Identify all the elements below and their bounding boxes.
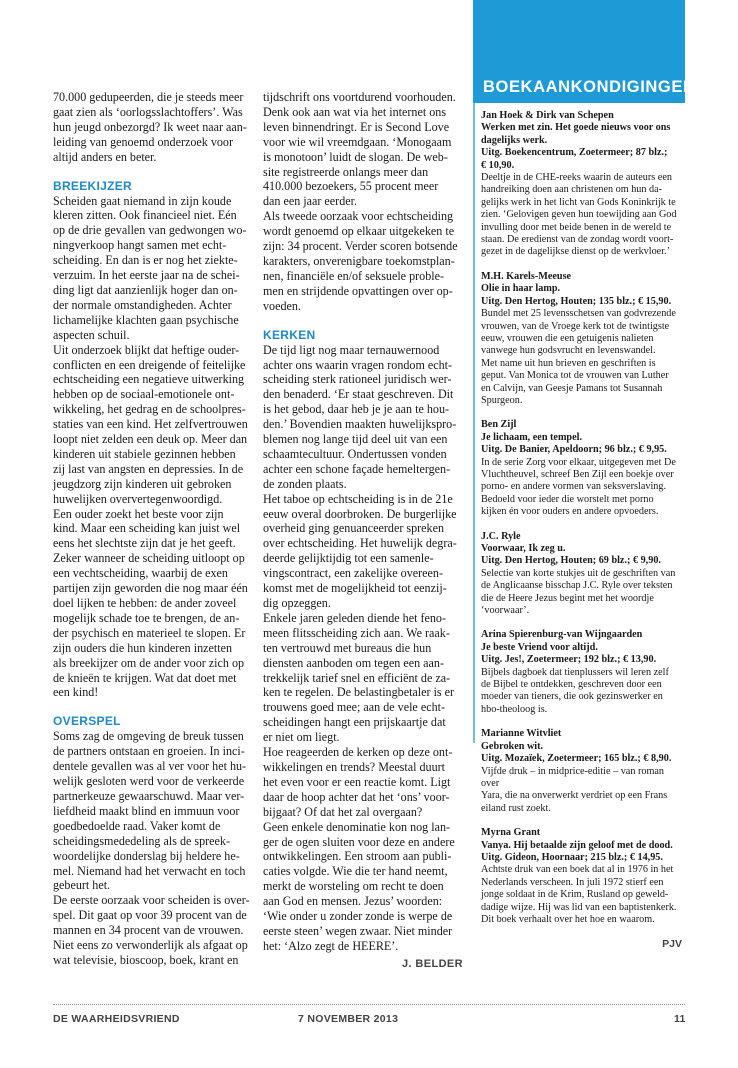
book-author: Arina Spierenburg-van Wijngaarden — [481, 629, 643, 641]
book-publisher: Uitg. Den Hertog, Houten; 135 blz.; € 15,90. — [481, 295, 672, 307]
section-heading-kerken: KERKEN — [263, 327, 316, 342]
page-number: 11 — [674, 1013, 686, 1025]
book-description: Bundel met 25 levensschetsen van godvrezende vrouwen, van de Vroege kerk tot de twintigste eeuw, vrouwen die een getuigenis nalieten vanwege hun godsvrucht en levenswandel. Met name uit hun brieven en geschriften is geput. Van Monica tot de vrouwen van Luther en Calvijn, van Geesje Pamans tot Susannah Spurgeon. — [481, 308, 676, 406]
book-entry — [481, 271, 682, 407]
breekijzer-text: Scheiden gaat niemand in zijn koude kleren zitten. Ook financieel niet. Eén op de drie gevallen van gedwongen wo- ningverkoop hangt samen met echt- scheiding. En dan is er nog het ziekte- verzuim. In het eerste jaar na de schei- ding ligt dat aanzienlijk hoger dan on- der normale omstandigheden. Achter lichamelijke klachten gaan psychische aspecten schuil. Uit onderzoek blijkt dat heftige ouder- conflicten en een dreigende of feitelijke echtscheiding een negatieve uitwerking hebben op de sociaal-emotionele ont- wikkeling, het gedrag en de schoolpres- staties van een kind. Het zelfvertrouwen loopt niet zelden een deuk op. Meer dan kinderen uit stabiele gezinnen hebben zij last van angsten en depressies. In de jeugdzorg zijn kinderen uit gebroken huwelijken oververtegenwoordigd. Een ouder zoekt het beste voor zijn kind. Maar een scheiding kan juist wel eens het slechtste zijn dat je het geeft. Zeker wanneer de scheiding uitloopt op een vechtscheiding, waarbij de exen partijen zijn geworden die nog maar één doel lijken te hebben: de ander zoveel mogelijk schade toe te brengen, de an- der psychisch en materieel te slopen. Er zijn ouders die hun kinderen inzetten als breekijzer om de ander voor zich op de knieën te krijgen. Wat dat doet met een kind! — [53, 193, 248, 700]
book-entry — [481, 629, 682, 716]
book-publisher: Uitg. Boekencentrum, Zoetermeer; 87 blz.; € 10,90. — [481, 147, 668, 171]
book-description: Deeltje in de CHE-reeks waarin de auteurs een handreiking doen aan christenen om hun da- gelijks werk in het licht van Gods Koninkrijk te zien. ‘Gelovigen geven hun toewijding aan God invulling door met beide benen in de wereld te staan. De eredienst van de zondag wordt voort- gezet in de dagelijkse dienst op de werkvloer.’ — [481, 172, 677, 258]
book-title: Je beste Vriend voor altijd. — [481, 641, 598, 653]
book-author: Myrna Grant — [481, 827, 541, 839]
overspel-text: Soms zag de omgeving de breuk tussen de partners ontstaan en groeien. In inci- dentele gevallen was al ver voor het hu- welijk gesloten werd voor de verkeerde partnerkeuze gewaarschuwd. Maar ver- liefdheid maakt blind en immuun voor goedbedoelde raad. Vaker komt de scheidingsmededeling als de spreek- woordelijke donderslag bij heldere he- mel. Niemand had het verwacht en toch gebeurt het. De eerste oorzaak voor scheiden is over- spel. Dit gaat op voor 39 procent van de mannen en 34 procent van de vrouwen. Niet eens zo verwonderlijk als afgaat op wat televisie, bioscoop, boek, krant en — [53, 729, 250, 967]
section-heading-breekijzer: BREEKIJZER — [53, 178, 133, 193]
book-publisher: Uitg. Gideon, Hoornaar; 215 blz.; € 14,95. — [481, 851, 663, 863]
footer-magazine-name: DE WAARHEIDSVRIEND — [53, 1013, 180, 1025]
author-signature: J. BELDER — [401, 957, 463, 970]
book-description: Bijbels dagboek dat tienplussers wil leren zelf de Bijbel te ontdekken, geschreven door een moeder van tieners, die ook gezinswerker en hbo-theoloog is. — [481, 666, 669, 715]
column2-paragraph: tijdschrift ons voortdurend voorhouden. Denk ook aan wat via het internet ons leven binnendringt. Er is Second Love voor wie wil vreemdgaan. ‘Monogaam is monotoon’ luidt de slogan. De web- site registreerde onlangs meer dan 410.000 bezoekers, 55 procent meer dan een jaar eerder. Als tweede oorzaak voor echtscheiding wordt genoemd op elkaar uitgekeken te zijn: 34 procent. Verder scoren botsende karakters, onverenigbare toekomstplan- nen, financiële en/of seksuele proble- men en strijdende opvattingen over op- voeden. — [263, 90, 458, 313]
book-title: Gebroken wit. — [481, 740, 544, 752]
book-author: Marianne Witvliet — [481, 728, 562, 740]
book-entry — [481, 419, 682, 518]
sidebar-divider — [473, 103, 475, 743]
book-author: Ben Zijl — [481, 419, 517, 431]
book-publisher: Uitg. De Banier, Apeldoorn; 96 blz.; € 9,95. — [481, 444, 667, 456]
book-entry — [481, 110, 682, 259]
book-title: Werken met zin. Het goede nieuws voor ons dagelijks werk. — [481, 122, 671, 146]
book-publisher: Uitg. Jes!, Zoetermeer; 192 blz.; € 13,90. — [481, 654, 657, 666]
book-title: Vanya. Hij betaalde zijn geloof met de dood. — [481, 839, 673, 851]
footer-divider — [53, 1004, 685, 1005]
article-column-2 — [263, 90, 463, 974]
section-heading-overspel: OVERSPEL — [53, 714, 121, 729]
book-author: Jan Hoek & Dirk van Schepen — [481, 110, 614, 121]
book-entry — [481, 531, 682, 618]
book-entry — [481, 728, 682, 815]
sidebar-signature: PJV — [662, 938, 682, 951]
book-description: Vijfde druk – in midprice-editie – van roman over Yara, die na onverwerkt verdriet op een Frans eiland rust zoekt. — [481, 765, 668, 814]
book-title: Voorwaar, Ik zeg u. — [481, 543, 566, 554]
book-description: Achtste druk van een boek dat al in 1976 in het Nederlands verscheen. In juli 1972 stierf een jonge soldaat in de Krim, Rusland op geweld- dadige wijze. Hij was lid van een baptistenkerk. Dit boek verhaalt over het hoe en waarom. — [481, 864, 677, 925]
sidebar-header-box — [473, 0, 696, 103]
book-entry — [481, 827, 682, 926]
kerken-text: De tijd ligt nog maar ternauwernood achter ons waarin vragen rondom echt- scheiding sterk rationeel juridisch wer- den benaderd. ‘Er staat geschreven. Dit is het gebod, daar heb je je aan te hou- den.’ Bovendien maakten huwelijkspro- blemen nog lange tijd deel uit van een schaamtecultuur. Ondertussen vonden achter een schone façade hemeltergen- de zonden plaats. Het taboe op echtscheiding is in de 21e eeuw overal doorbroken. De burgerlijke overheid ging genuanceerder spreken over echtscheiding. Het huwelijk degra- deerde gelijktijdig tot een samenle- vingscontract, een zakelijke overeen- komst met de mogelijkheid tot eenzij- dig opzeggen. Enkele jaren geleden diende het feno- meen flitsscheiding zich aan. We raak- ten vertrouwd met bureaus die hun diensten aanboden om tegen een aan- trekkelijk tarief snel en efficiënt de za- ken te regelen. De belastingbetaler is er trouwens goed mee; aan de vele echt- scheidingen hangt een prijskaartje dat er niet om liegt. Hoe reageerden de kerken op deze ont- wikkelingen en trends? Meestal duurt het even voor er een reactie komt. Ligt daar de hoop achter dat het ‘ons’ voor- bijgaat? Of dat het zal overgaan? Geen enkele denominatie kon nog lan- ger de ogen sluiten voor deze en andere ontwikkelingen. Een stroom aan publi- caties volgde. Wie die ter hand neemt, merkt de worsteling om recht te doen aan God en mensen. Jezus’ woorden: ‘Wie onder u zonder zonde is werpe de eerste steen’ wegen zwaar. Niet minder het: ‘Alzo zegt de HEERE’. — [263, 342, 457, 953]
book-announcements — [481, 110, 682, 952]
book-title: Je lichaam, een tempel. — [481, 431, 582, 443]
article-column-1 — [53, 90, 253, 968]
book-author: J.C. Ryle — [481, 530, 521, 542]
book-author: M.H. Karels-Meeuse — [481, 270, 572, 282]
book-description: In de serie Zorg voor elkaar, uitgegeven met De Vluchtheuvel, schreef Ben Zijl een boekje over porno- en andere vormen van seksverslaving. Bedoeld voor ieder die worstelt met porno kijken én voor ouders en andere opvoeders. — [481, 456, 676, 518]
book-title: Olie in haar lamp. — [481, 283, 561, 295]
footer-date: 7 NOVEMBER 2013 — [298, 1013, 399, 1025]
sidebar-title: BOEKAANKONDIGINGEN — [483, 78, 696, 96]
book-description: Selectie van korte stukjes uit de geschriften van de Anglicaanse bisschap J.C. Ryle over teksten die de Heere Jezus begint met het woordje ‘voorwaar’. — [481, 567, 676, 617]
book-publisher: Uitg. Den Hertog, Houten; 69 blz.; € 9,90. — [481, 555, 661, 567]
intro-paragraph: 70.000 gedupeerden, die je steeds meer gaat zien als ‘oorlogsslachtoffers’. Was hun jeugd onbezorgd? Ik weet naar aan- leiding van genoemd onderzoek voor altijd anders en beter. — [53, 90, 247, 164]
book-publisher: Uitg. Mozaïek, Zoetermeer; 165 blz.; € 8,90. — [481, 753, 672, 765]
